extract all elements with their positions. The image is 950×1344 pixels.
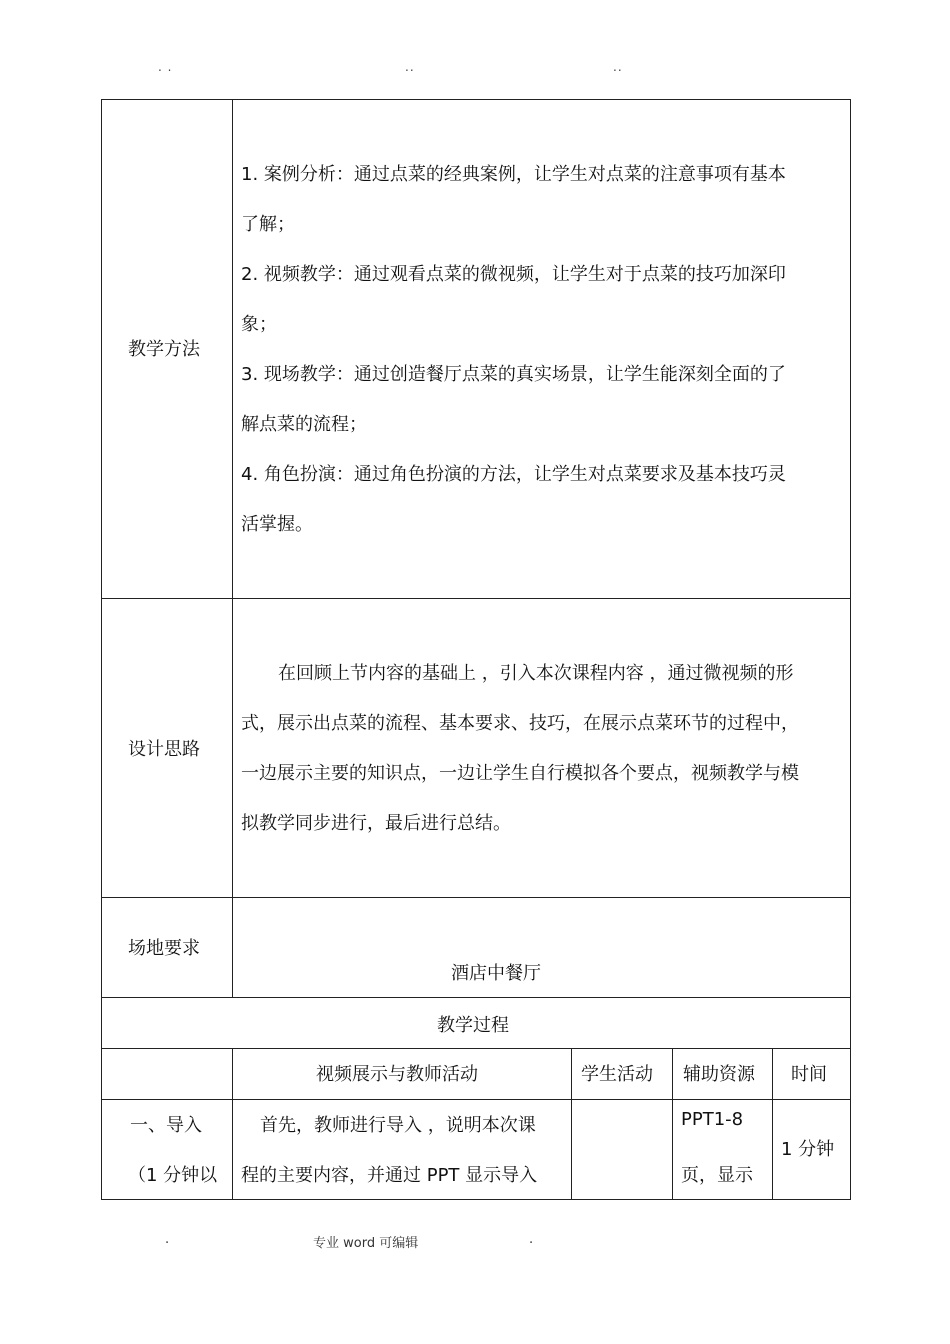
stage-line: 一、导入 bbox=[130, 1115, 202, 1136]
footer-text: 专业 word 可编辑 bbox=[313, 1236, 419, 1251]
header-dot-right: .. bbox=[613, 60, 623, 74]
col-header-student: 学生活动 bbox=[581, 1064, 653, 1085]
methods-line: 4. 角色扮演：通过角色扮演的方法，让学生对点菜要求及基本技巧灵 bbox=[241, 464, 786, 485]
activity-line: 首先，教师进行导入 ，说明本次课 bbox=[260, 1115, 536, 1136]
footer-dot-right: . bbox=[529, 1232, 534, 1247]
venue-label: 场地要求 bbox=[128, 938, 200, 959]
methods-line: 2. 视频教学：通过观看点菜的微视频，让学生对于点菜的技巧加深印 bbox=[241, 264, 786, 285]
methods-line: 1. 案例分析：通过点菜的经典案例，让学生对点菜的注意事项有基本 bbox=[241, 164, 786, 185]
header-dot-left: . . bbox=[158, 60, 173, 74]
resource-line: 页，显示 bbox=[681, 1165, 753, 1186]
design-label: 设计思路 bbox=[128, 739, 200, 760]
col-header-activity: 视频展示与教师活动 bbox=[316, 1064, 478, 1085]
col-header-resource: 辅助资源 bbox=[683, 1064, 755, 1085]
design-line: 式，展示出点菜的流程、基本要求、技巧，在展示点菜环节的过程中， bbox=[241, 713, 799, 734]
methods-line: 活掌握。 bbox=[241, 514, 313, 535]
time-value: 1 分钟 bbox=[781, 1139, 835, 1160]
venue-value: 酒店中餐厅 bbox=[451, 963, 541, 984]
activity-line: 程的主要内容，并通过 PPT 显示导入 bbox=[241, 1165, 538, 1186]
methods-line: 解点菜的流程； bbox=[241, 414, 367, 435]
methods-line: 3. 现场教学：通过创造餐厅点菜的真实场景，让学生能深刻全面的了 bbox=[241, 364, 786, 385]
methods-label: 教学方法 bbox=[128, 339, 200, 360]
methods-line: 了解； bbox=[241, 214, 295, 235]
design-line: 一边展示主要的知识点，一边让学生自行模拟各个要点，视频教学与模 bbox=[241, 763, 799, 784]
footer-dot-left: . bbox=[165, 1232, 170, 1247]
design-line: 在回顾上节内容的基础上 ，引入本次课程内容 ，通过微视频的形 bbox=[278, 663, 794, 684]
stage-line: （1 分钟以 bbox=[128, 1165, 218, 1186]
design-line: 拟教学同步进行，最后进行总结。 bbox=[241, 813, 511, 834]
resource-line: PPT1-8 bbox=[681, 1109, 744, 1130]
header-dot-center: .. bbox=[405, 60, 415, 74]
process-title: 教学过程 bbox=[437, 1015, 509, 1036]
methods-line: 象； bbox=[241, 314, 277, 335]
col-header-time: 时间 bbox=[791, 1064, 827, 1085]
